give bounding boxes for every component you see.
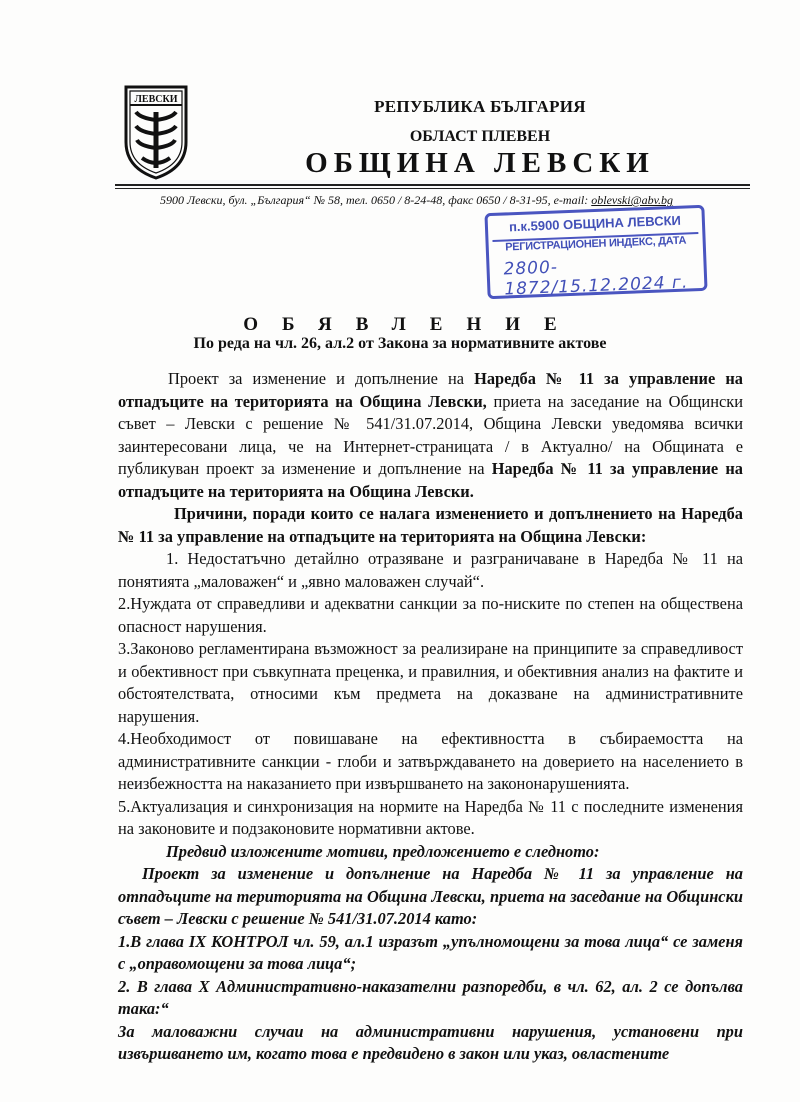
- reasons-heading: Причини, поради които се налага изменението и допълнението на Наредба № 11 за управление на отпадъците на територията на Община Левски:: [118, 504, 743, 546]
- header-divider: [115, 184, 750, 186]
- proposal-item-1: 1.В глава IX КОНТРОЛ чл. 59, ал.1 изразът „упълномощени за това лица“ се заменя с „оправомощени за това лица“;: [118, 931, 743, 973]
- stamp-line-2: РЕГИСТРАЦИОНЕН ИНДЕКС, ДАТА: [504, 234, 687, 254]
- logo-text: ЛЕВСКИ: [134, 94, 178, 105]
- proposal-item-3: За маловажни случаи на административни нарушения, установени при извършването им, когато това е предвидено в закон или указ, овластените: [118, 1021, 743, 1063]
- intro-paragraph: [118, 368, 743, 503]
- intro-text-2: приета на заседание на Общински съвет – Левски с решение № 541/31.07.2014, Община Левски уведомява всички заинтересовани лица, че на Интернет-страницата / в Актуално/ на Общината е публикуван проект за изменение и допълнение на: [118, 391, 743, 478]
- coat-of-arms-logo: [122, 84, 190, 180]
- reason-item: 5.Актуализация и синхронизация на нормите на Наредба № 11 с последните изменения на законовите и подзаконовите нормативни актове.: [118, 796, 743, 838]
- registration-stamp: [484, 205, 707, 299]
- intro-bold-1: Наредба № 11 за управление на отпадъците на територията на Община Левски,: [118, 369, 743, 411]
- intro-bold-2: Наредба № 11 за управление на отпадъците на територията на Община Левски.: [118, 459, 744, 501]
- stamp-handwritten-number: 2800-1872/15.12.2024 г.: [503, 257, 689, 300]
- reason-item: 3.Законово регламентирана възможност за реализиране на принципите за справедливост и обективност при съвкупната преценка, и правилния, и обективния анализ на фактите и обстоятелствата, относими към предмета на доказване на административните нарушения.: [118, 639, 743, 726]
- header-divider-thin: [115, 188, 750, 189]
- document-body: [118, 368, 743, 1066]
- proposal-item-2: 2. В глава X Административно-наказателни разпоредби, в чл. 62, ал. 2 се допълва така:“: [118, 976, 743, 1018]
- proposal-paragraph: Проект за изменение и допълнение на Наредба № 11 за управление на отпадъците на територията на Община Левски, приета на заседание на Общински съвет – Левски с решение № 541/31.07.2014 като:: [118, 864, 743, 928]
- municipality-title: ОБЩИНА ЛЕВСКИ: [305, 147, 655, 179]
- reason-item: 2.Нуждата от справедливи и адекватни санкции за по-ниските по степен на обществена опасност нарушения.: [118, 594, 743, 636]
- stamp-line-1: п.к.5900 ОБЩИНА ЛЕВСКИ: [508, 212, 682, 235]
- reason-item: 1. Недостатъчно детайлно отразяване и разграничаване в Наредба № 11 на понятията „маловажен“ и „явно маловажен случай“.: [118, 549, 743, 591]
- contact-address: [160, 193, 673, 208]
- address-text: 5900 Левски, бул. „България“ № 58, тел. 0650 / 8-24-48, факс 0650 / 8-31-95, e-mail:: [160, 193, 592, 207]
- document-title: ОБЯВЛЕНИЕ: [243, 314, 581, 335]
- email-link[interactable]: oblevski@abv.bg: [591, 193, 674, 207]
- proposal-heading: Предвид изложените мотиви, предложението е следното:: [166, 841, 600, 861]
- intro-text-1: Проект за изменение и допълнение на: [168, 369, 475, 388]
- region-title: ОБЛАСТ ПЛЕВЕН: [409, 128, 551, 145]
- reason-item: 4.Необходимост от повишаване на ефективността в събираемостта на административните санкции - глоби и затвърждаването на доверието на населението в неизбежността на наказанието при извършването на закононарушенията.: [118, 729, 743, 793]
- document-subtitle: По реда на чл. 26, ал.2 от Закона за нормативните актове: [193, 335, 607, 352]
- republic-title: РЕПУБЛИКА БЪЛГАРИЯ: [374, 97, 586, 116]
